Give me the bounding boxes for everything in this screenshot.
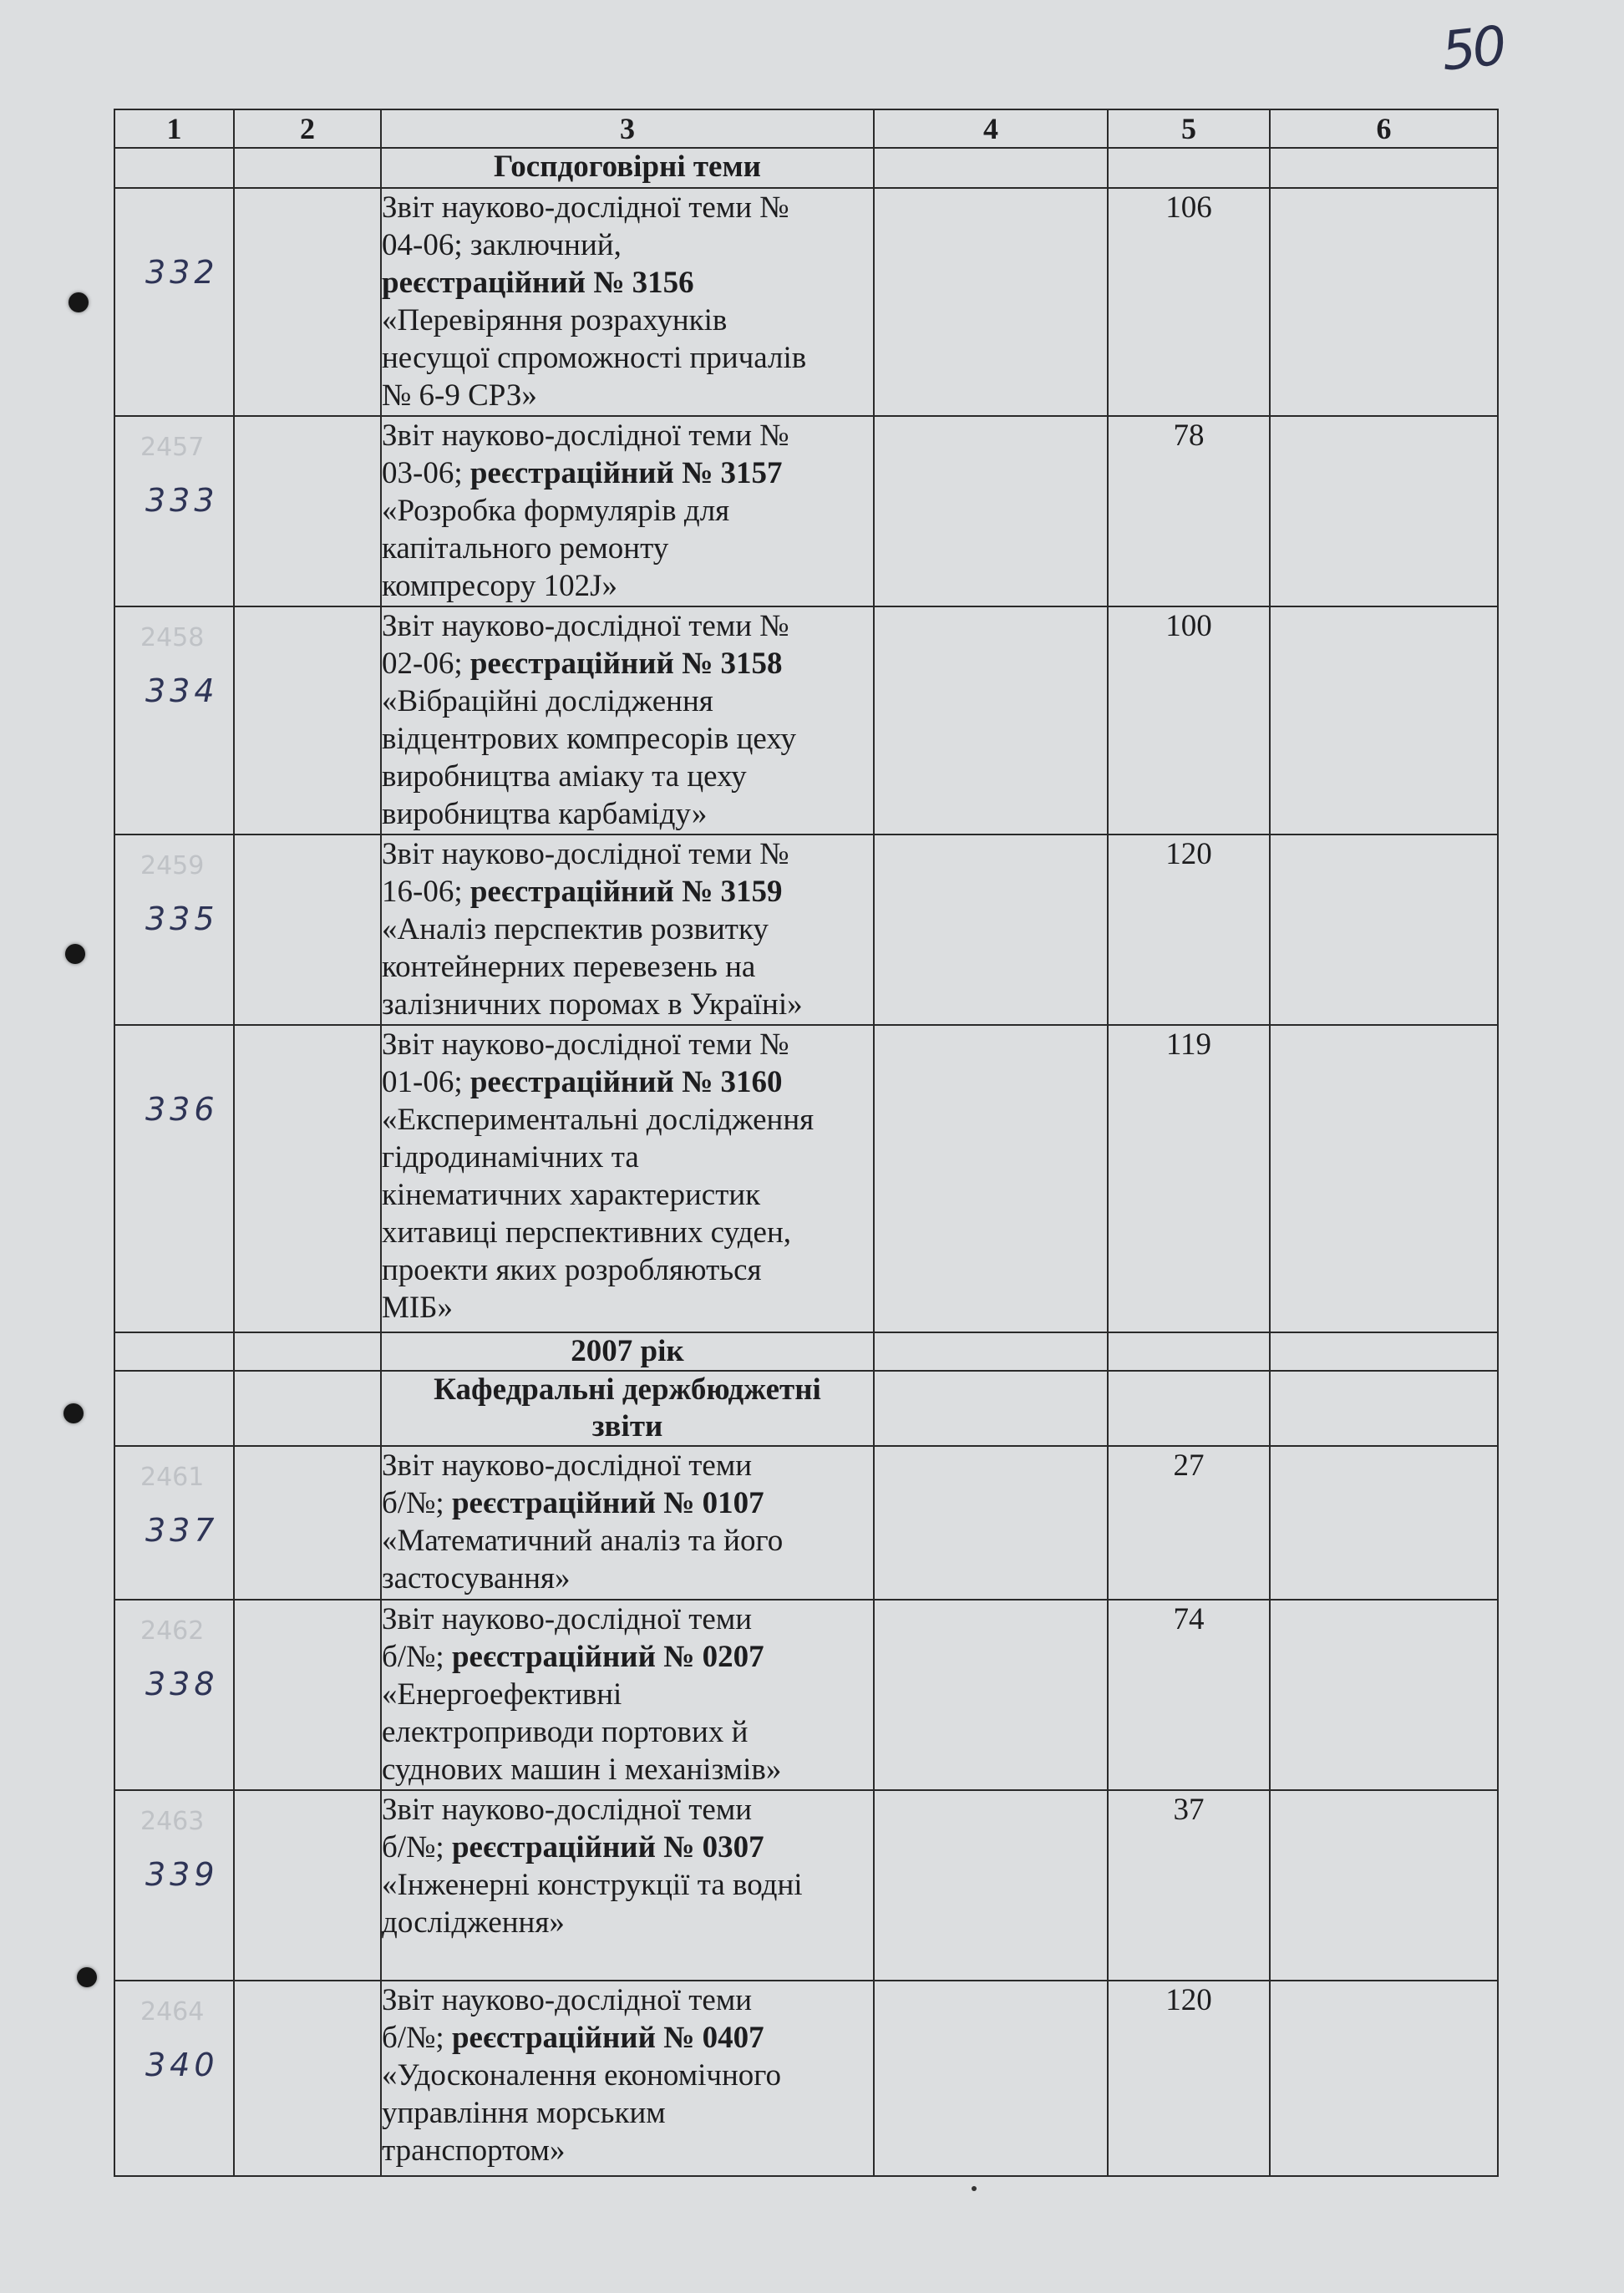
record-number: 334 <box>145 672 219 709</box>
record-number-cell <box>114 1025 234 1332</box>
record-number: 332 <box>145 254 219 291</box>
table-row <box>114 835 1498 1025</box>
section-title: Кафедральні держбюджетні звіти <box>381 1371 874 1446</box>
page-count: 120 <box>1108 835 1270 1025</box>
section-row <box>114 1332 1498 1371</box>
column-header: 2 <box>234 109 381 148</box>
record-number-cell <box>114 1790 234 1981</box>
record-description: Звіт науково-дослідної теми б/№; реєстраційний № 0207 «Енергоефективні електроприводи портових й суднових машин і механізмів» <box>381 1600 874 1790</box>
ink-dot <box>972 2186 977 2191</box>
faded-stamp-number: 2458 <box>140 623 205 652</box>
record-description: Звіт науково-дослідної теми б/№; реєстраційний № 0107 «Математичний аналіз та його застосування» <box>381 1446 874 1600</box>
column-header: 1 <box>114 109 234 148</box>
record-number: 338 <box>145 1666 219 1702</box>
punch-hole <box>69 292 89 312</box>
record-number: 336 <box>145 1091 219 1128</box>
section-title: 2007 рік <box>381 1332 874 1371</box>
record-description: Звіт науково-дослідної теми б/№; реєстраційний № 0307 «Інженерні конструкції та водні дослідження» <box>381 1790 874 1981</box>
punch-hole <box>65 944 85 964</box>
record-number-cell <box>114 1446 234 1600</box>
page-count: 120 <box>1108 1981 1270 2176</box>
record-number: 333 <box>145 482 219 519</box>
page-count: 74 <box>1108 1600 1270 1790</box>
register-table <box>114 109 1499 2177</box>
record-number-cell <box>114 188 234 416</box>
section-row <box>114 1371 1498 1446</box>
page-count: 100 <box>1108 606 1270 835</box>
column-header: 6 <box>1270 109 1498 148</box>
section-title: Госпдоговірні теми <box>381 148 874 188</box>
column-header: 4 <box>874 109 1108 148</box>
page-count: 37 <box>1108 1790 1270 1981</box>
record-description: Звіт науково-дослідної теми б/№; реєстраційний № 0407 «Удосконалення економічного управління морським транспортом» <box>381 1981 874 2176</box>
record-number: 337 <box>145 1512 219 1549</box>
table-row <box>114 1600 1498 1790</box>
record-description: Звіт науково-дослідної теми № 16-06; реєстраційний № 3159 «Аналіз перспектив розвитку контейнерних перевезень на залізничних поромах в Україні» <box>381 835 874 1025</box>
record-number: 335 <box>145 900 219 937</box>
section-row <box>114 148 1498 188</box>
record-number: 339 <box>145 1856 219 1893</box>
record-number-cell <box>114 835 234 1025</box>
page-count: 119 <box>1108 1025 1270 1332</box>
record-number: 340 <box>145 2047 219 2083</box>
punch-hole <box>77 1967 97 1987</box>
faded-stamp-number: 2462 <box>140 1616 205 1646</box>
header-row <box>114 109 1498 148</box>
record-number-cell <box>114 1600 234 1790</box>
faded-stamp-number: 2463 <box>140 1807 205 1836</box>
page-count: 106 <box>1108 188 1270 416</box>
record-number-cell <box>114 416 234 606</box>
column-header: 3 <box>381 109 874 148</box>
punch-hole <box>63 1403 84 1423</box>
record-description: Звіт науково-дослідної теми № 04-06; заключний, реєстраційний № 3156 «Перевіряння розрахунків несущої спроможності причалів № 6-9 СРЗ» <box>381 188 874 416</box>
record-description: Звіт науково-дослідної теми № 01-06; реєстраційний № 3160 «Експериментальні дослідження гідродинамічних та кінематичних характеристик хитавиці перспективних суден, проекти яких розробляються МІБ» <box>381 1025 874 1332</box>
faded-stamp-number: 2464 <box>140 1997 205 2027</box>
faded-stamp-number: 2457 <box>140 433 205 462</box>
column-header: 5 <box>1108 109 1270 148</box>
table-row <box>114 1446 1498 1600</box>
table-row <box>114 1025 1498 1332</box>
table-row <box>114 1790 1498 1981</box>
record-number-cell <box>114 606 234 835</box>
table-row <box>114 606 1498 835</box>
record-description: Звіт науково-дослідної теми № 03-06; реєстраційний № 3157 «Розробка формулярів для капітального ремонту компресору 102J» <box>381 416 874 606</box>
faded-stamp-number: 2459 <box>140 851 205 880</box>
table-row <box>114 188 1498 416</box>
page-number: 50 <box>1439 15 1507 84</box>
page-count: 78 <box>1108 416 1270 606</box>
record-description: Звіт науково-дослідної теми № 02-06; реєстраційний № 3158 «Вібраційні дослідження відцентрових компресорів цеху виробництва аміаку та цеху виробництва карбаміду» <box>381 606 874 835</box>
record-number-cell <box>114 1981 234 2176</box>
page-count: 27 <box>1108 1446 1270 1600</box>
table-row <box>114 1981 1498 2176</box>
table-row <box>114 416 1498 606</box>
faded-stamp-number: 2461 <box>140 1463 205 1492</box>
